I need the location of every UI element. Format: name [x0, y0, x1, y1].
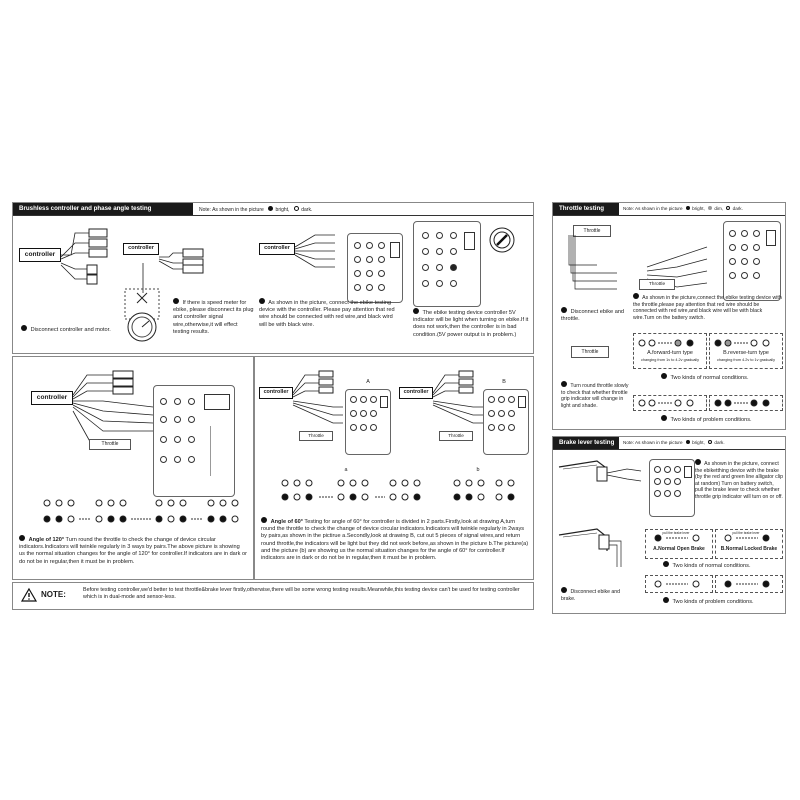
problem-box-2	[709, 395, 783, 411]
brake-legend-bright: bright,	[692, 440, 705, 445]
indicator-dot	[654, 478, 661, 485]
device-display	[684, 466, 692, 478]
brake-legend-dark: dark.	[714, 440, 725, 445]
problem-box-1	[633, 395, 707, 411]
throttle-step2	[633, 293, 783, 321]
indicator-dot	[188, 398, 195, 405]
step4-num-icon	[413, 308, 419, 314]
brake-problem-indicators-2	[722, 578, 778, 590]
indicator-dot	[422, 248, 429, 255]
indicator-dot	[354, 284, 361, 291]
indicator-dot	[664, 466, 671, 473]
reverse-sub: changing from 4.2v to 1v gradually	[716, 358, 776, 362]
indicator-dot	[370, 396, 377, 403]
angle120-description	[19, 535, 247, 566]
sequence-a-label: a	[344, 467, 348, 473]
controller-box	[19, 248, 61, 262]
angle60-panel	[254, 356, 534, 580]
throttle-grip-3	[571, 346, 609, 358]
throttle-step4	[661, 373, 781, 382]
indicator-dot	[741, 244, 748, 251]
indicator-dot	[422, 232, 429, 239]
indicator-dot	[354, 256, 361, 263]
controller-box-3	[259, 243, 295, 255]
t-step2-num-icon	[633, 293, 639, 299]
t-step4-num-icon	[661, 373, 667, 379]
indicator-dot	[436, 248, 443, 255]
indicator-dot	[366, 256, 373, 263]
indicator-dot	[729, 244, 736, 251]
indicator-dot	[508, 410, 515, 417]
brushless-step1	[21, 325, 121, 334]
throttle-grip-label-2: Throttle	[648, 282, 666, 287]
indicator-dot	[488, 424, 495, 431]
brushless-panel	[12, 202, 534, 354]
b-step3-num-icon	[663, 561, 669, 567]
dark-dot-icon	[708, 440, 712, 444]
throttle-step5	[661, 415, 781, 424]
throttle-grip-120	[89, 439, 131, 450]
brake-step1-text: Disconnect ebike and brake.	[561, 589, 621, 602]
throttle-note-text: Note: As shown in the picture	[623, 206, 683, 211]
indicator-dot	[664, 490, 671, 497]
indicator-dot	[674, 478, 681, 485]
sequence-b-label: b	[476, 467, 480, 473]
throttle-label-60a: Throttle	[308, 433, 324, 438]
drawing-a-label: A	[366, 379, 370, 385]
controller-label: controller	[24, 251, 56, 258]
brushless-header-text: Brushless controller and phase angle testing	[19, 205, 152, 212]
controller-label-120: controller	[36, 394, 68, 401]
indicator-dot	[450, 248, 457, 255]
indicator-dot	[498, 410, 505, 417]
b-step1-num-icon	[561, 587, 567, 593]
forward-sub: changing from 1v to 4.2v gradually	[640, 358, 700, 362]
normal-locked-brake-box	[715, 529, 783, 559]
indicator-dot	[450, 232, 457, 239]
throttle-step3-text: Turn round throttle slowly to check that whether throttle grip indicator will change in light and shade.	[561, 383, 629, 409]
device-side-label	[210, 426, 223, 476]
angle120-text: Turn round the throttle to check the change of device circular indicators.Indicators will twinkle regularly in 3 ways by pairs.The above picture is showing us the normal situation changes for the angle of 120° for controller.If indicators are in dark or do not be in regular,then it must be in problem.	[19, 537, 247, 565]
note-label: NOTE:	[41, 590, 66, 599]
indicator-dot	[360, 424, 367, 431]
indicator-dot	[498, 424, 505, 431]
indicator-dot	[188, 416, 195, 423]
indicator-dot	[174, 456, 181, 463]
throttle-label-120: Throttle	[101, 441, 119, 447]
testing-device-step3	[347, 233, 403, 303]
step2-num-icon	[173, 298, 179, 304]
bright-dot-icon	[268, 206, 273, 211]
testing-device-60b	[483, 389, 529, 455]
brake-note-text: Note: As shown in the picture	[623, 440, 683, 445]
indicator-dot	[360, 396, 367, 403]
dark-dot-icon	[726, 206, 730, 210]
angle120-wires	[73, 367, 163, 467]
indicator-dot	[729, 258, 736, 265]
step5-num-icon	[19, 535, 25, 541]
brake-step1	[561, 587, 625, 602]
indicator-dot	[422, 280, 429, 287]
step6-num-icon	[261, 517, 267, 523]
device-display	[390, 242, 400, 258]
indicator-dot	[741, 258, 748, 265]
warning-icon	[21, 588, 37, 602]
brake-lever-drawing-2	[557, 527, 637, 577]
indicator-dot	[174, 436, 181, 443]
controller-box-120	[31, 391, 73, 405]
throttle-grip-label-3: Throttle	[581, 349, 599, 355]
throttle-legend-bright: bright,	[692, 206, 705, 211]
indicator-dot	[160, 416, 167, 423]
controller-label-60a: controller	[263, 389, 289, 395]
indicator-dot	[729, 230, 736, 237]
brake-step2	[695, 459, 783, 501]
angle60-text: Testing for angle of 60° for controller is divided in 2 parts.Firstly,look at drawing A,turn round the throttle to check the change of device circular indicators.Indicators will twinkle regularly in 2ways by pairs,as shown in the pictirue a.Secondly,look at drawing B, cut out 5 pieces of signal wires,and return round throttle,the indicators will be light but they did not work before,as shown in the picture b.The picture(a) and the picture (b) are showing us the normal situation changes for the angle of 60° for controller.If indicators are in dark or do not be in regular,then it must be in problem.	[261, 519, 529, 562]
device-display	[518, 396, 526, 408]
brake-header	[553, 437, 619, 449]
throttle-step2-text: As shown in the picture,connect the ebike testing device with the throttle,please pay attention that red wire should be connected with red wire,and black wire will be with black wire.Turn on the battery switch.	[633, 295, 782, 321]
indicator-dot	[741, 272, 748, 279]
brake-step4-text: Two kinds of problem conditions.	[672, 599, 754, 605]
testing-device-brake	[649, 459, 695, 517]
throttle-header	[553, 203, 619, 215]
brushless-note-text: Note: As shown in the picture	[199, 207, 264, 213]
indicator-dot	[674, 466, 681, 473]
indicator-dot-lit	[450, 264, 457, 271]
angle60-indicator-sequence	[279, 477, 519, 507]
brake-step2-text: As shown in the picture, connect the ebiketthing device with the brake (by the red and green line alligator clip at random) Turn on battery switch, pull the brake lever to check whether throttle grip indicator will turn on or off.	[695, 461, 783, 500]
indicator-dot	[350, 410, 357, 417]
controller-box-60a	[259, 387, 293, 399]
step3-num-icon	[259, 298, 265, 304]
indicator-dot	[729, 272, 736, 279]
indicator-dot	[160, 456, 167, 463]
indicator-dot	[436, 232, 443, 239]
throttle-step3	[561, 381, 631, 409]
indicator-dot	[436, 280, 443, 287]
indicator-dot	[378, 242, 385, 249]
indicator-dot	[366, 270, 373, 277]
angle120-title: Angle of 120°	[28, 537, 65, 543]
indicator-dot	[654, 466, 661, 473]
throttle-grip-label-1: Throttle	[583, 228, 601, 234]
indicator-dot	[378, 270, 385, 277]
indicator-dot	[674, 490, 681, 497]
indicator-dot	[354, 242, 361, 249]
step2-text: If there is speed meter for ebike, please disconnect its plug and controller signal wire,otherwise,it will effect testing results.	[173, 300, 254, 335]
note-bar	[12, 582, 534, 610]
controller-label-2: controller	[128, 245, 154, 251]
indicator-dot	[378, 284, 385, 291]
step4-text: The ebike testing device controller 5V indicator will be light when turning on ebike.If it does not work,then the controller is in bad condition.(5V power output is in problem.)	[413, 310, 529, 338]
indicator-dot	[160, 398, 167, 405]
indicator-dot	[366, 242, 373, 249]
battery-switch-icon	[487, 225, 517, 255]
brushless-header-note	[199, 206, 312, 213]
bright-dot-icon	[686, 206, 690, 210]
testing-device-step4	[413, 221, 481, 307]
t-step3-num-icon	[561, 381, 567, 387]
forward-indicator-row	[638, 338, 702, 348]
throttle-label-60b: Throttle	[448, 433, 464, 438]
throttle-grip-60b	[439, 431, 473, 441]
legend-dark: dark.	[301, 207, 313, 213]
brake-header-text: Brake lever testing	[559, 439, 615, 446]
device-display	[380, 396, 388, 408]
normal-open-brake-box	[645, 529, 713, 559]
testing-device-throttle	[723, 221, 781, 301]
brake-problem-indicators-1	[652, 578, 708, 590]
brake-header-note	[623, 440, 725, 445]
b-step2-num-icon	[695, 459, 701, 465]
indicator-dot	[741, 230, 748, 237]
indicator-dot	[664, 478, 671, 485]
controller-label-60b: controller	[403, 389, 429, 395]
angle60-description	[261, 517, 529, 562]
normal-open-label: A.Normal Open Brake	[653, 546, 705, 552]
throttle-step1	[561, 307, 629, 323]
brake-step4	[663, 597, 781, 606]
device-display	[766, 230, 776, 246]
indicator-dot	[488, 410, 495, 417]
indicator-dot	[508, 396, 515, 403]
throttle-header-text: Throttle testing	[559, 205, 605, 212]
indicator-dot	[188, 456, 195, 463]
t-step1-num-icon	[561, 307, 567, 313]
drawing-b-label: B	[502, 379, 506, 385]
reverse-title: B.reverse-turn type	[723, 350, 769, 356]
indicator-dot	[350, 424, 357, 431]
indicator-dot	[378, 256, 385, 263]
indicator-dot	[188, 436, 195, 443]
brake-header-rule	[553, 449, 785, 450]
brake-step3	[663, 561, 781, 570]
indicator-dot	[450, 280, 457, 287]
problem-indicator-row-1	[638, 398, 702, 408]
throttle-step1-text: Disconnect ebike and throttle.	[561, 309, 625, 323]
indicator-dot	[498, 396, 505, 403]
b-step4-num-icon	[663, 597, 669, 603]
throttle-step4-text: Two kinds of normal conditions.	[670, 375, 749, 381]
throttle-header-rule	[553, 215, 785, 216]
indicator-dot	[654, 490, 661, 497]
reverse-turn-box	[709, 333, 783, 369]
indicator-dot	[508, 424, 515, 431]
brushless-header-rule	[13, 215, 533, 216]
indicator-dot	[370, 410, 377, 417]
indicator-dot	[488, 396, 495, 403]
brake-problem-box-2	[715, 575, 783, 593]
brake-lever-drawing-1	[557, 457, 647, 507]
throttle-wires-1	[567, 235, 627, 295]
controller-box-60b	[399, 387, 433, 399]
indicator-dot	[422, 264, 429, 271]
indicator-dot	[174, 416, 181, 423]
brushless-header	[13, 203, 193, 215]
motor-wires-drawing	[61, 223, 111, 293]
brushless-step3	[259, 298, 399, 329]
bright-dot-icon	[686, 440, 690, 444]
dim-dot-icon	[708, 206, 712, 210]
indicator-dot	[354, 270, 361, 277]
throttle-legend-dark: dark.	[732, 206, 743, 211]
indicator-dot	[753, 230, 760, 237]
throttle-header-note	[623, 206, 743, 211]
testing-device-60a	[345, 389, 391, 455]
indicator-dot	[160, 436, 167, 443]
step3-text: As shown in the picture, connect the ebike testing device with the controller. Please pay attention that red wire should be connected with red wire,and black wird will be with black wire.	[259, 300, 395, 328]
forward-turn-box	[633, 333, 707, 369]
brake-problem-box-1	[645, 575, 713, 593]
controller-label-3: controller	[264, 245, 290, 251]
indicator-dot	[366, 284, 373, 291]
throttle-panel	[552, 202, 786, 430]
throttle-legend-dim: dim,	[714, 206, 724, 211]
angle120-panel	[12, 356, 254, 580]
indicator-dot	[436, 264, 443, 271]
indicator-dot	[174, 398, 181, 405]
step1-text: Disconnect controller and motor.	[30, 327, 111, 333]
indicator-dot	[370, 424, 377, 431]
normal-open-pull-label: pull the brake lever	[662, 531, 690, 535]
brake-step3-text: Two kinds of normal conditions.	[672, 563, 751, 569]
forward-title: A.forward-turn type	[647, 350, 693, 356]
angle60-title: Angle of 60°	[270, 519, 303, 525]
legend-bright: bright,	[275, 207, 290, 213]
step1-num-icon	[21, 325, 27, 331]
brake-panel	[552, 436, 786, 614]
device-display	[464, 232, 475, 250]
step3-wires	[295, 233, 355, 283]
brushless-step2	[173, 298, 255, 336]
indicator-dot	[753, 244, 760, 251]
indicator-dot	[350, 396, 357, 403]
brushless-step4	[413, 308, 529, 339]
indicator-dot	[753, 258, 760, 265]
note-text: Before testing controller,we'd better to test throttle&brake lever firstly,otherwise,there will be some wrong testing results.Meanwhile,this testing device can't be used for testing controller which is in dual-mode and sensor-less.	[83, 587, 520, 600]
dark-dot-icon	[294, 206, 299, 211]
normal-locked-label: B.Normal Locked Brake	[720, 546, 778, 552]
angle120-indicator-sequence	[41, 497, 241, 527]
indicator-dot	[360, 410, 367, 417]
throttle-step5-text: Two kinds of problem conditions.	[670, 417, 752, 423]
normal-locked-pull-label: pull the brake lever	[732, 531, 760, 535]
throttle-grip-2	[639, 279, 675, 290]
throttle-grip-60a	[299, 431, 333, 441]
device-display	[204, 394, 230, 410]
reverse-indicator-row	[714, 338, 778, 348]
problem-indicator-row-2	[714, 398, 778, 408]
testing-device-120	[153, 385, 235, 497]
t-step5-num-icon	[661, 415, 667, 421]
indicator-dot	[753, 272, 760, 279]
